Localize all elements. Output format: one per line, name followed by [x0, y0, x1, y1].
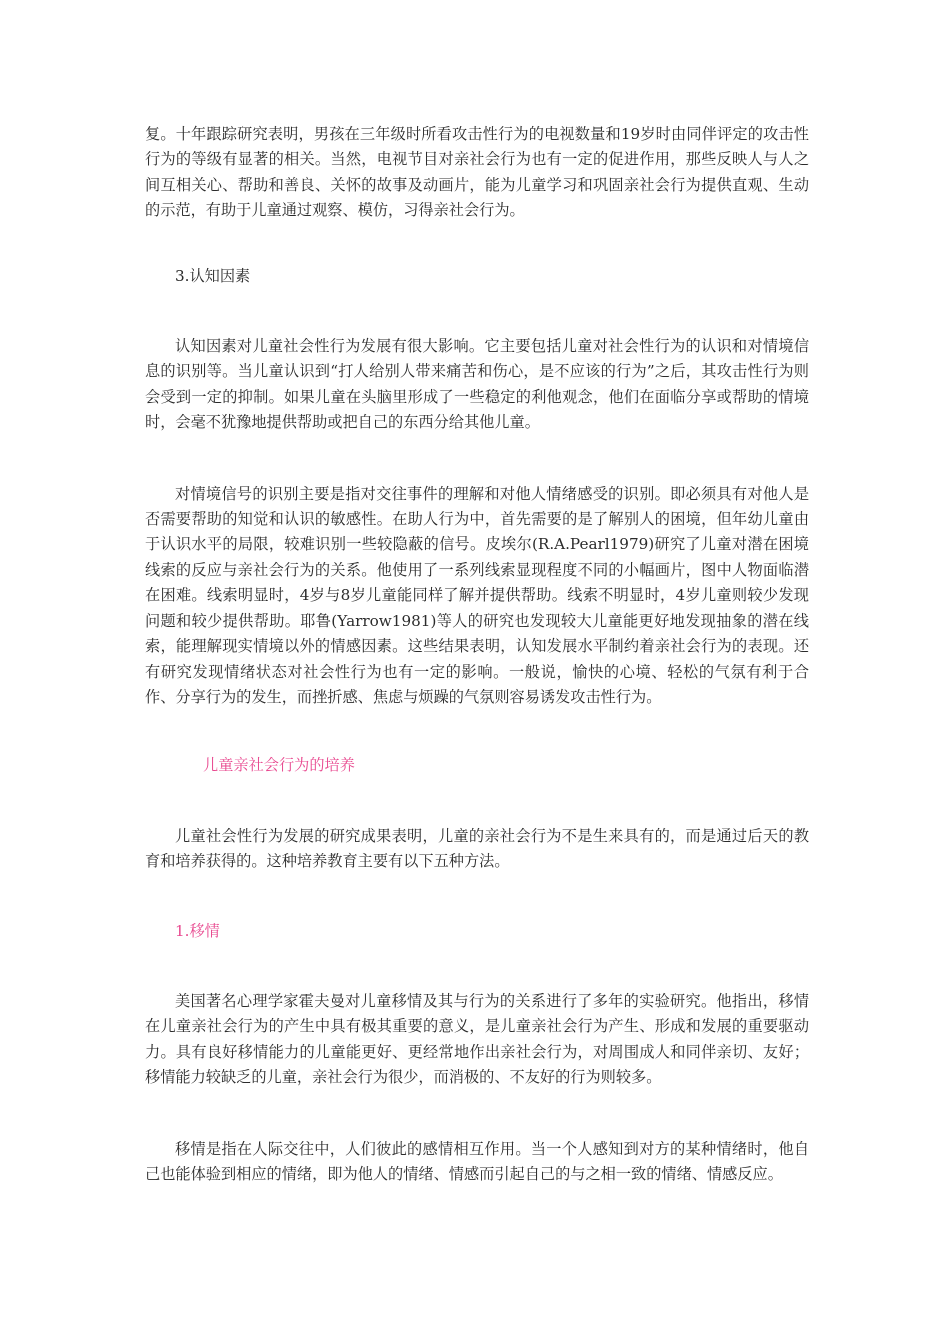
- paragraph-hoffman-empathy: 美国著名心理学家霍夫曼对儿童移情及其与行为的关系进行了多年的实验研究。他指出，移情在儿童亲社会行为的产生中具有极其重要的意义，是儿童亲社会行为产生、形成和发展的重要驱动力。具有良好移情能力的儿童能更好、更经常地作出亲社会行为，对周围成人和同伴亲切、友好；移情能力较缺乏的儿童，亲社会行为很少，而消极的、不友好的行为则较多。: [145, 991, 809, 1087]
- document-body: [145, 122, 809, 1187]
- heading-empathy: 1.移情: [175, 921, 220, 940]
- heading-cognitive-factors: 3.认知因素: [175, 266, 251, 285]
- heading-prosocial-cultivation: 儿童亲社会行为的培养: [203, 756, 355, 775]
- paragraph-cultivation-intro: 儿童社会性行为发展的研究成果表明，儿童的亲社会行为不是生来具有的，而是通过后天的教育和培养获得的。这种培养教育主要有以下五种方法。: [145, 826, 809, 871]
- paragraph-situational-cues: 对情境信号的识别主要是指对交往事件的理解和对他人情绪感受的识别。即必须具有对他人是否需要帮助的知觉和认识的敏感性。在助人行为中，首先需要的是了解别人的困境，但年幼儿童由于认识水平的局限，较难识别一些较隐蔽的信号。皮埃尔(R.A.Pearl1979)研究了儿童对潜在困境线索的反应与亲社会行为的关系。他使用了一系列线索显现程度不同的小幅画片，图中人物面临潜在困难。线索明显时，4岁与8岁儿童能同样了解并提供帮助。线索不明显时，4岁儿童则较少发现问题和较少提供帮助。耶鲁(Yarrow1981)等人的研究也发现较大儿童能更好地发现抽象的潜在线索，能理解现实情境以外的情感因素。这些结果表明，认知发展水平制约着亲社会行为的表现。还有研究发现情绪状态对社会性行为也有一定的影响。一般说，愉快的心境、轻松的气氛有利于合作、分享行为的发生，而挫折感、焦虑与烦躁的气氛则容易诱发攻击性行为。: [145, 484, 809, 706]
- paragraph-tv-influence: 复。十年跟踪研究表明，男孩在三年级时所看攻击性行为的电视数量和19岁时由同伴评定的攻击性行为的等级有显著的相关。当然，电视节目对亲社会行为也有一定的促进作用，那些反映人与人之间互相关心、帮助和善良、关怀的故事及动画片，能为儿童学习和巩固亲社会行为提供直观、生动的示范，有助于儿童通过观察、模仿，习得亲社会行为。: [145, 125, 809, 220]
- paragraph-cognitive-influence: 认知因素对儿童社会性行为发展有很大影响。它主要包括儿童对社会性行为的认识和对情境信息的识别等。当儿童认识到“打人给别人带来痛苦和伤心，是不应该的行为”之后，其攻击性行为则会受到一定的抑制。如果儿童在头脑里形成了一些稳定的利他观念，他们在面临分享或帮助的情境时，会毫不犹豫地提供帮助或把自己的东西分给其他儿童。: [145, 337, 809, 432]
- paragraph-empathy-definition: 移情是指在人际交往中，人们彼此的感情相互作用。当一个人感知到对方的某种情绪时，他自己也能体验到相应的情绪，即为他人的情绪、情感而引起自己的与之相一致的情绪、情感反应。: [145, 1139, 809, 1183]
